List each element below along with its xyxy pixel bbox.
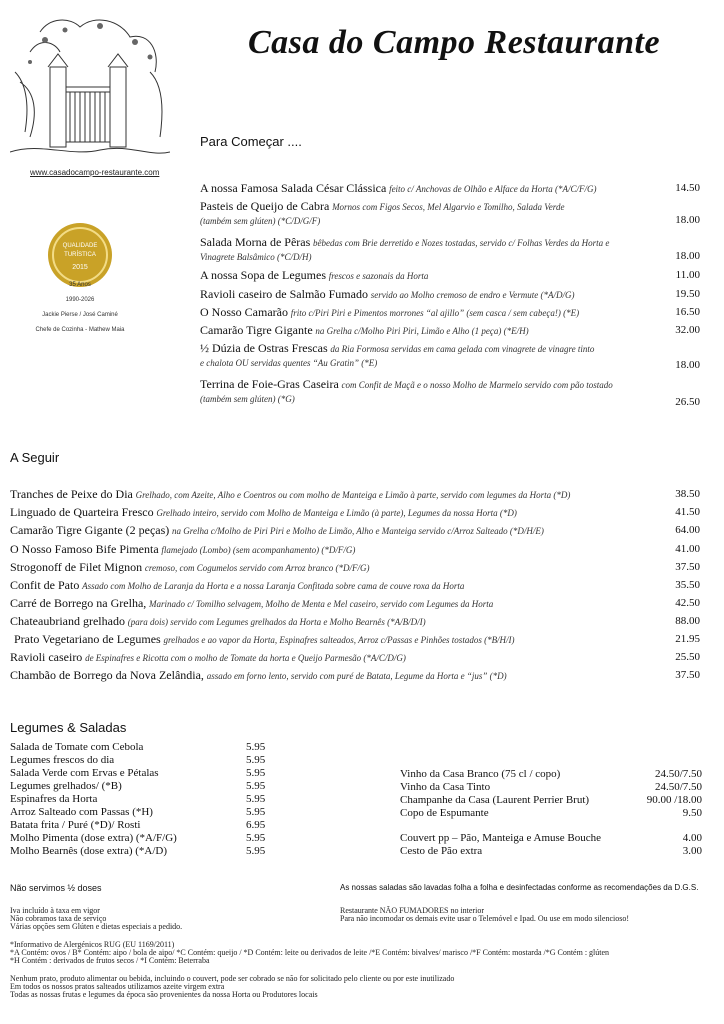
item-price: 38.50 [675,488,700,500]
starter-row [200,287,700,302]
item-price: 5.95 [246,754,266,766]
item-price: 18.00 [675,359,700,371]
item-name: Chambão de Borrego da Nova Zelândia, [10,668,204,682]
item-price: 5.95 [246,780,266,792]
item-name: Vinho da Casa Tinto [400,781,491,793]
item-desc: com Confit de Maçã e o nosso Molho de Marmelo servido com pão tostado [341,380,613,390]
item-price: 4.00 [682,832,702,844]
item-price: 21.95 [675,633,700,645]
item-desc: Grelhado inteiro, servido com Molho de Manteiga e Limão (à parte), Legumes da nossa Horta (*D) [156,508,517,518]
starter-row [200,323,700,338]
side-row [10,832,270,844]
side-row [10,741,270,753]
item-name: A nossa Sopa de Legumes [200,268,326,282]
item-name: Chateaubriand grelhado [10,614,125,628]
side-row [10,780,270,792]
item-name: Salada Morna de Pêras [200,235,311,249]
side-row [10,845,270,857]
main-row [10,668,700,683]
item-name: Salada de Tomate com Cebola [10,741,144,753]
main-row [10,650,700,665]
item-price: 25.50 [675,651,700,663]
item-price: 5.95 [246,741,266,753]
starter-row [200,377,700,406]
seal-text-2: TURÍSTICA [64,252,96,258]
item-price: 41.00 [675,543,700,555]
item-desc: Grelhado, com Azeite, Alho e Coentros ou com molho de Manteiga e Limão à parte, servido com legumes da Horta (*D) [135,490,571,500]
owners-text: Jackie Pierse / José Caminé [42,312,118,318]
years-range-text: 1990-2026 [65,297,95,303]
item-name: Carré de Borrego na Grelha, [10,596,147,610]
item-desc: Mornos com Figos Secos, Mel Algarvio e Tomilho, Salada Verde [332,202,565,212]
item-name: Ravioli caseiro de Salmão Fumado [200,287,368,301]
item-name: Legumes frescos do dia [10,754,115,766]
seal-year: 2015 [72,264,88,271]
item-name: Linguado de Quarteira Fresco [10,505,154,519]
item-price: 64.00 [675,524,700,536]
item-price: 18.00 [675,250,700,262]
restaurant-title: Casa do Campo Restaurante [248,24,661,61]
item-name: Molho Bearnês (dose extra) (*A/D) [10,845,168,857]
item-name: Strogonoff de Filet Mignon [10,560,143,574]
item-desc: Marinado c/ Tomilho selvagem, Molho de Menta e Mel caseiro, servido com Legumes da Horta [149,599,494,609]
side-row [10,806,270,818]
allergen-list: *A Contém: ovos / B* Contém: aipo / bola de aipo/ *C Contém: queijo / *D Contém: leite ou derivados de leite /*E Contém: bivalves/ marisco /*F Contém: mostarda /*G Contém : glúten [10,948,610,957]
item-name: Espinafres da Horta [10,793,98,805]
starter-row [200,199,700,228]
main-row [10,542,700,557]
allergen-list-2: *H Contém : derivados de frutos secos / *I Contém: Beterraba [10,956,210,965]
item-desc: cremoso, com Cogumelos servido com Arroz branco (*D/F/G) [144,563,370,573]
drink-row [400,807,702,819]
allergen-header: *Informativo de Alergénicos RUG (EU 1169/2011) [10,940,175,949]
footer-note: Todas as nossas frutas e legumes da época são provenientes da nossa Horta ou Produtores locais [10,990,318,999]
item-name: Copo de Espumante [400,807,489,819]
item-desc: bêbedas com Brie derretido e Nozes tostadas, servido c/ Folhas Verdes da Horta e [313,238,610,248]
item-name: Legumes grelhados/ (*B) [10,780,122,792]
item-price: 35.50 [675,579,700,591]
item-price: 5.95 [246,806,266,818]
item-name: Cesto de Pão extra [400,845,483,857]
starter-row [200,181,700,196]
item-price: 5.95 [246,767,266,779]
item-name: Arroz Salteado com Passas (*H) [10,806,153,818]
starter-row [200,341,700,370]
item-desc: Assado com Molho de Laranja da Horta e a nossa Laranja Confitada sobre cama de couve roxa da Horta [82,581,465,591]
starter-row [200,235,700,264]
item-name: Tranches de Peixe do Dia [10,487,133,501]
gate-sketch-logo [10,12,170,162]
item-price: 37.50 [675,669,700,681]
item-price: 24.50/7.50 [654,781,702,793]
chef-text: Chefe de Cozinha - Mathew Maia [35,327,125,333]
item-desc-2: e chalota OU servidas quentes “Au Gratin” (*E) [200,358,378,368]
item-desc: servido ao Molho cremoso de endro e Vermute (*A/D/G) [370,290,575,300]
item-name: Camarão Tigre Gigante [200,323,313,337]
main-row [10,560,700,575]
starters-heading: Para Começar .... [200,134,302,149]
footer-note: Nenhum prato, produto alimentar ou bebida, incluindo o couvert, pode ser cobrado se não for solicitado pelo cliente ou por este inutilizado [10,974,455,983]
item-desc-2: (também sem glúten) (*G) [200,394,295,404]
item-price: 41.50 [675,506,700,518]
service-note: Não cobramos taxa de serviço [10,914,107,923]
item-price: 14.50 [675,182,700,194]
gluten-note: Várias opções sem Glúten e dietas especiais a pedido. [10,922,183,931]
item-desc: flamejado (Lombo) (sem acompanhamento) (*D/F/G) [161,545,356,555]
item-desc: na Grelha c/Molho Piri Piri, Limão e Alho (1 peça) (*E/H) [315,326,529,336]
main-row [10,487,700,502]
main-row [10,523,700,538]
item-name: ½ Dúzia de Ostras Frescas [200,341,328,355]
sides-heading: Legumes & Saladas [10,720,127,735]
item-name: Confit de Pato [10,578,80,592]
starter-row [200,268,700,283]
item-price: 42.50 [675,597,700,609]
side-row [10,819,270,831]
main-row [10,614,700,629]
item-price: 3.00 [682,845,702,857]
vat-note: Iva incluído à taxa em vigor [10,906,100,915]
item-name: Salada Verde com Ervas e Pétalas [10,767,159,779]
item-price: 5.95 [246,832,266,844]
item-desc: frescos e sazonais da Horta [328,271,429,281]
item-desc: (para dois) servido com Legumes grelhados da Horta e Molho Bearnês (*A/B/D/I) [127,617,426,627]
item-price: 90.00 /18.00 [646,794,702,806]
side-row [10,793,270,805]
item-name: Camarão Tigre Gigante (2 peças) [10,523,170,537]
item-name: Pasteis de Queijo de Cabra [200,199,330,213]
drink-row [400,781,702,793]
item-price: 26.50 [675,396,700,408]
item-price: 11.00 [675,269,700,281]
side-row [10,754,270,766]
item-desc: feito c/ Anchovas de Olhão e Alface da Horta (*A/C/F/G) [389,184,597,194]
item-price: 6.95 [246,819,266,831]
quality-seal-icon [46,221,114,289]
item-price: 19.50 [675,288,700,300]
item-desc: na Grelha c/Molho de Piri Piri e Molho de Limão, Alho e Manteiga servido c/Arroz Salteado (*D/H/E) [172,526,544,536]
half-dose-note: Não servimos ½ doses [10,883,102,893]
item-name: Vinho da Casa Branco (75 cl / copo) [400,768,561,780]
item-name: A nossa Famosa Salada César Clássica [200,181,387,195]
item-name: Ravioli caseiro [10,650,83,664]
non-smoking-note: Restaurante NÃO FUMADORES no interior [340,906,484,915]
main-row [10,505,700,520]
main-row [10,596,700,611]
item-price: 32.00 [675,324,700,336]
item-desc: assado em forno lento, servido com puré de Batata, Legume da Horta e “jus” (*D) [206,671,507,681]
item-name: O Nosso Camarão [200,305,288,319]
item-price: 5.95 [246,793,266,805]
item-name: O Nosso Famoso Bife Pimenta [10,542,159,556]
footer-note: Em todos os nossos pratos salteados utilizamos azeite virgem extra [10,982,225,991]
drink-row [400,832,702,844]
item-name: Couvert pp – Pão, Manteiga e Amuse Bouche [400,832,602,844]
salads-washed-note: As nossas saladas são lavadas folha a folha e desinfectadas conforme as recomendações da D.G.S. [340,883,699,892]
item-price: 88.00 [675,615,700,627]
drink-row [400,794,702,806]
drink-row [400,768,702,780]
item-name: Prato Vegetariano de Legumes [14,632,161,646]
mains-heading: A Seguir [10,450,60,465]
item-desc: frito c/Piri Piri e Pimentos morrones “al ajillo” (sem casca / sem cabeça!) (*E) [290,308,580,318]
phone-note: Para não incomodar os demais evite usar o Telemóvel e Ipad. Ou use em modo silencioso! [340,914,629,923]
item-price: 16.50 [675,306,700,318]
item-desc-2: Vinagrete Balsâmico (*C/D/H) [200,252,312,262]
website-link[interactable]: www.casadocampo-restaurante.com [30,168,160,177]
side-row [10,767,270,779]
item-name: Champanhe da Casa (Laurent Perrier Brut) [400,794,590,806]
item-price: 24.50/7.50 [654,768,702,780]
main-row [14,632,700,647]
drink-row [400,845,702,857]
item-desc: grelhados e ao vapor da Horta, Espinafres salteados, Arroz c/Passas e Pinhões tostados (*B/H/I) [163,635,515,645]
item-price: 37.50 [675,561,700,573]
years-text: 35 Anos [69,282,91,288]
item-name: Batata frita / Puré (*D)/ Rosti [10,819,141,831]
item-desc-2: (também sem glúten) (*C/D/G/F) [200,216,321,226]
item-price: 5.95 [246,845,266,857]
item-name: Terrina de Foie-Gras Caseira [200,377,339,391]
main-row [10,578,700,593]
seal-text-1: QUALIDADE [62,243,98,249]
starter-row [200,305,700,320]
item-desc: da Ria Formosa servidas em cama gelada com vinagrete de vinagre tinto [330,344,595,354]
item-name: Molho Pimenta (dose extra) (*A/F/G) [10,832,177,844]
item-price: 9.50 [682,807,702,819]
item-price: 18.00 [675,214,700,226]
item-desc: de Espinafres e Ricotta com o molho de Tomate da horta e Queijo Parmesão (*A/C/D/G) [85,653,406,663]
